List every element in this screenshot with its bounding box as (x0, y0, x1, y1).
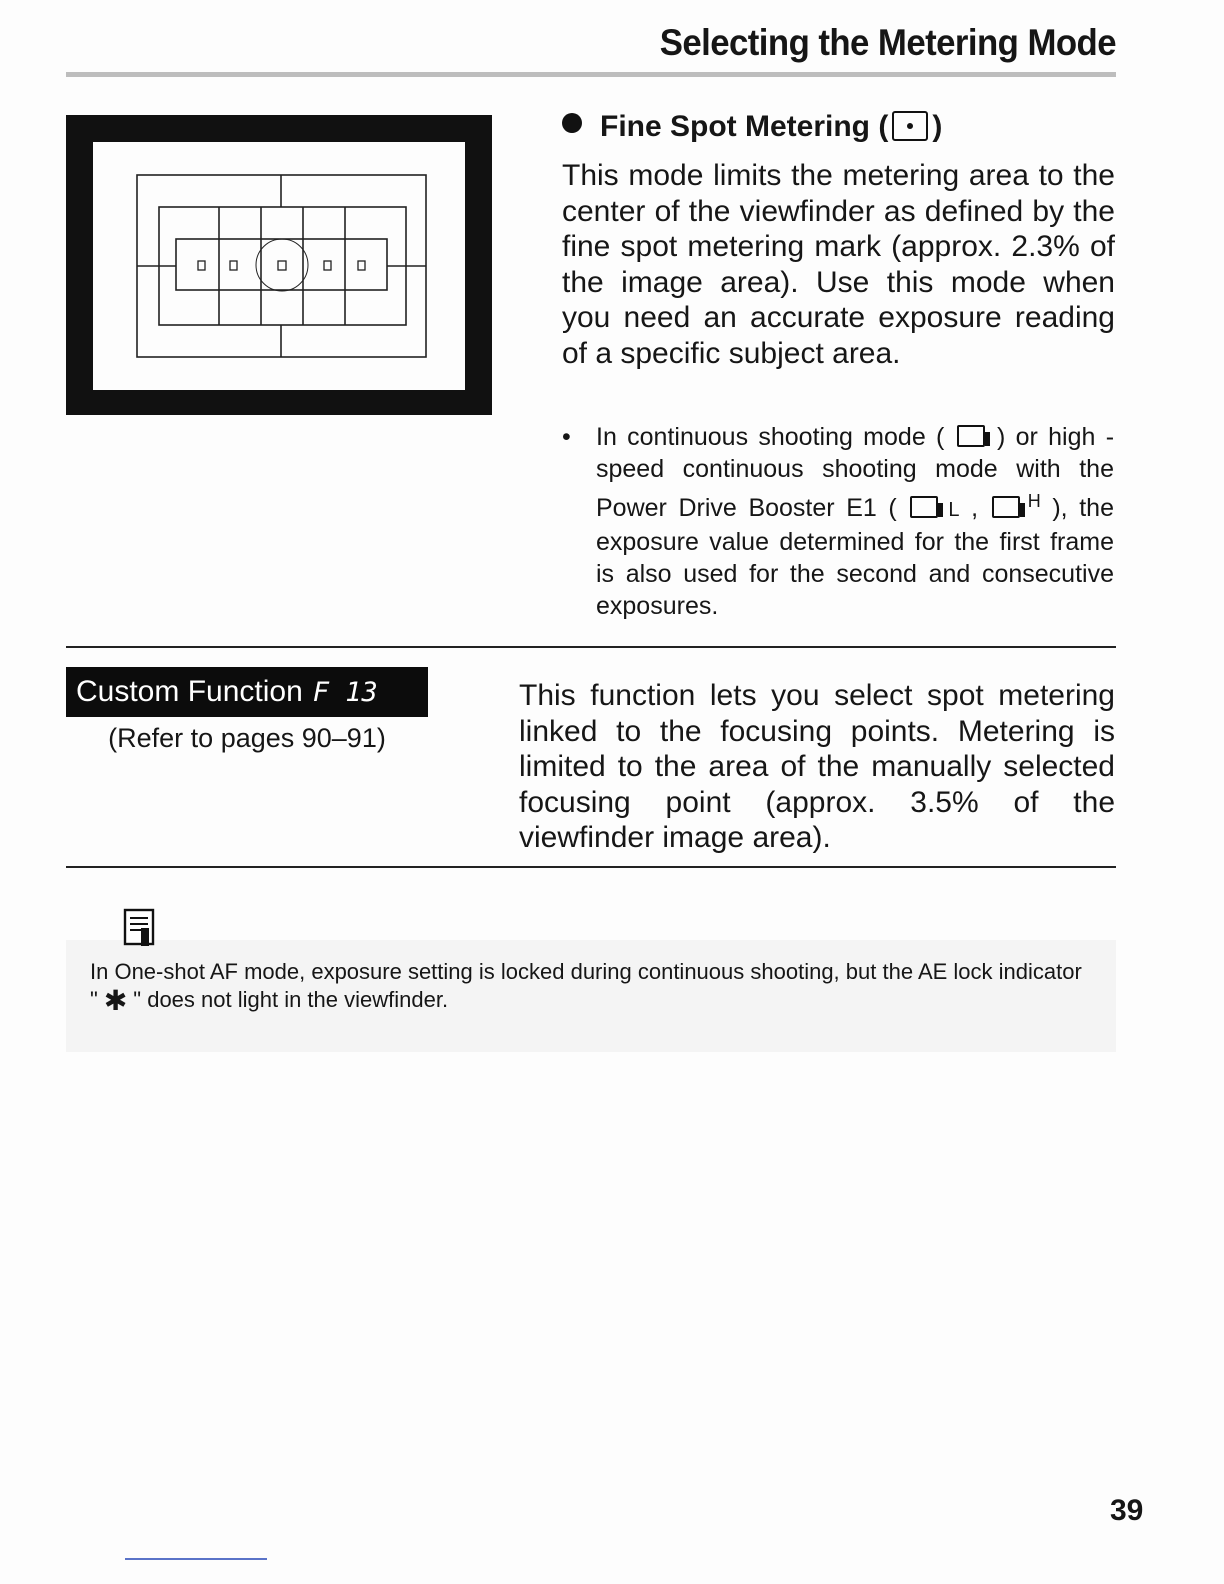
custom-function-description: This function lets you select spot metering linked to the focusing points. Metering is limited to the area of the manually selected focusing point (approx. 3.5% of the viewfinder image area). (519, 679, 1115, 854)
continuous-shooting-note (596, 421, 1114, 622)
fine-spot-description: This mode limits the metering area to the center of the viewfinder as defined by the fine spot metering mark (approx. 2.3% of the image area). Use this mode when you need an accurate exposure reading of a specific subject area. (562, 159, 1115, 370)
title-rule (66, 72, 1116, 77)
fine-spot-heading (562, 110, 942, 144)
continuous-low-label: L (948, 499, 960, 521)
note-bullet: • (562, 423, 571, 451)
heading-open-paren: ( (878, 110, 889, 143)
memo-text (90, 958, 1100, 1015)
ae-lock-icon: ✱ (103, 985, 128, 1016)
viewfinder-illustration (66, 115, 492, 415)
fine-spot-heading-text: Fine Spot Metering (600, 110, 870, 143)
heading-close-paren: ) (932, 110, 943, 143)
continuous-high-label: H (1027, 491, 1041, 511)
custom-function-label-text: Custom Function (76, 675, 303, 708)
viewfinder-diagram (66, 115, 492, 415)
continuous-shooting-icon (957, 425, 985, 447)
page-number: 39 (1110, 1494, 1144, 1527)
note-text-2: ) or high - speed continuous shooting mode with the Power Drive Booster E1 ( (596, 423, 1115, 522)
section-divider (66, 646, 1116, 648)
fine-spot-metering-icon (892, 111, 928, 141)
note-text-3: ), the exposure value determined for the first frame is also used for the second and consecutive exposures. (596, 494, 1114, 620)
footer-line (125, 1558, 267, 1560)
custom-function-code: F 13 (312, 677, 378, 708)
memo-icon (123, 908, 157, 953)
page-title: Selecting the Metering Mode (659, 22, 1116, 63)
note-comma: , (971, 494, 979, 522)
section-divider (66, 866, 1116, 868)
memo-text-2: " does not light in the viewfinder. (133, 987, 449, 1012)
memo-text-1: In One-shot AF mode, exposure setting is locked during continuous shooting, but the AE lock indicator " (90, 959, 1082, 1012)
page-reference: (Refer to pages 90–91) (108, 723, 386, 753)
continuous-low-icon (910, 496, 938, 518)
note-text-1: In continuous shooting mode ( (596, 423, 945, 451)
custom-function-label (66, 667, 428, 717)
continuous-high-icon (992, 496, 1020, 518)
heading-bullet (562, 113, 582, 133)
